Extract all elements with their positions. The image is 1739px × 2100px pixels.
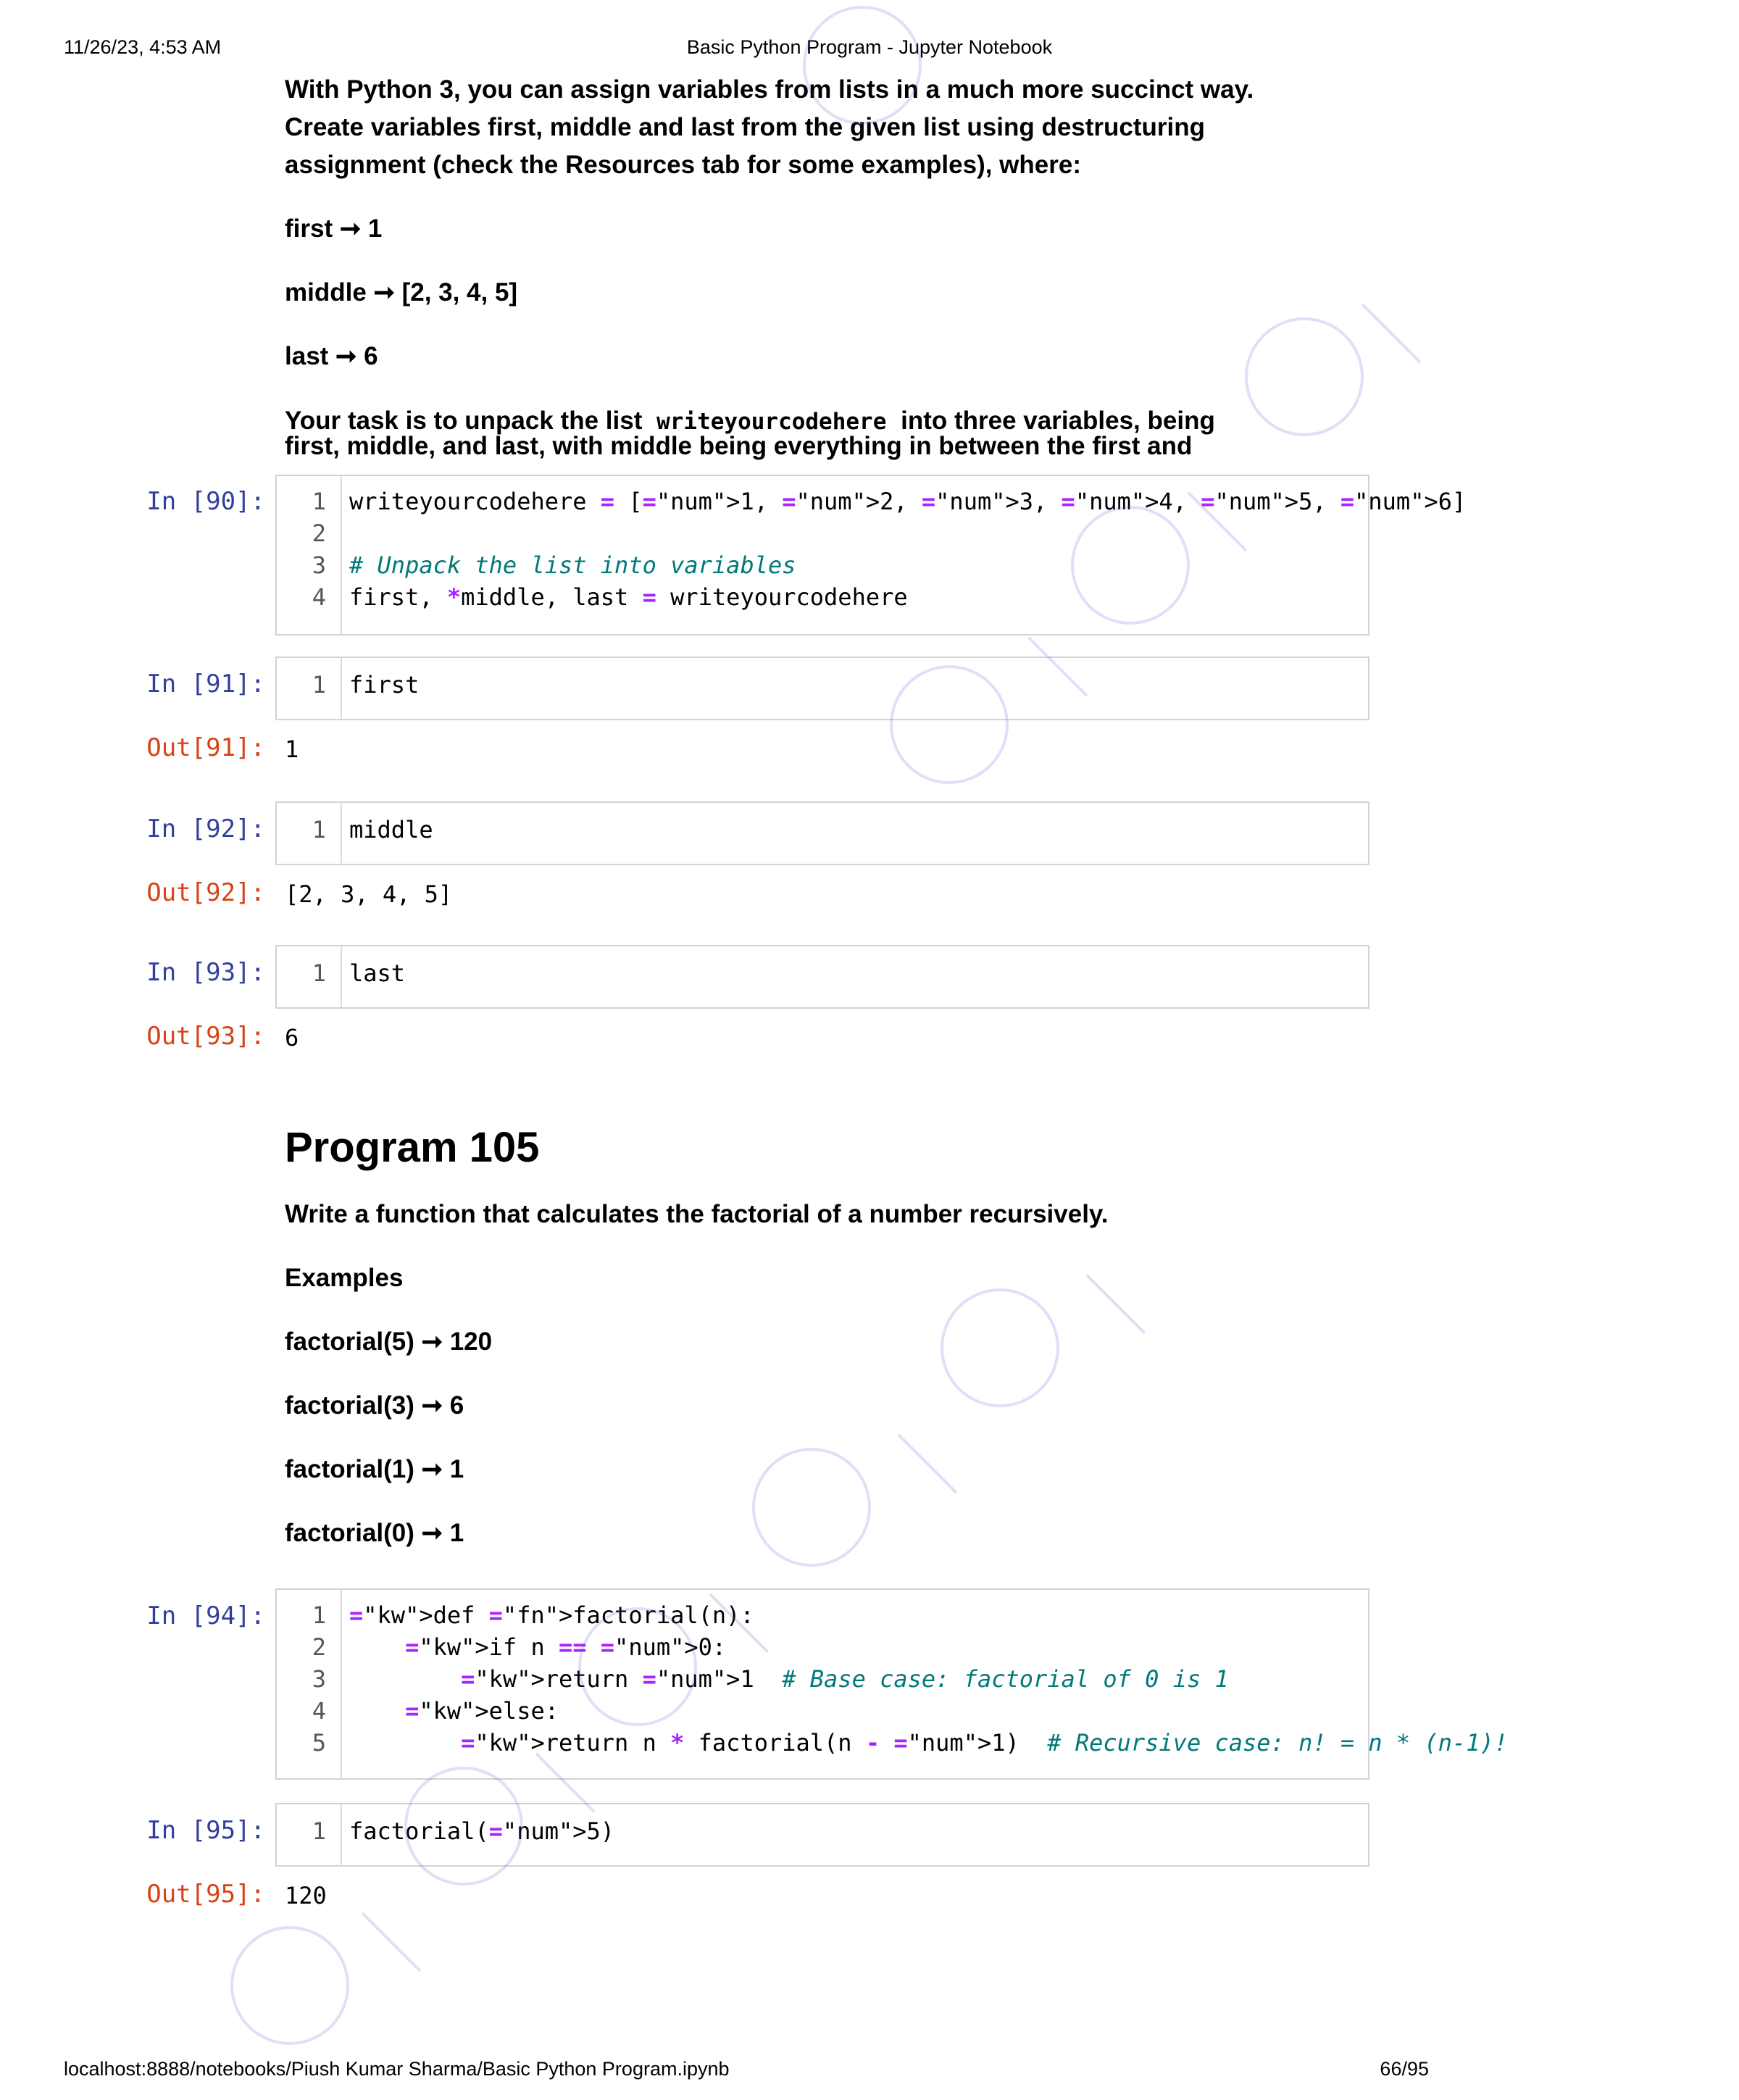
line-number: 2 — [312, 1633, 326, 1661]
code-line[interactable]: middle — [349, 816, 433, 843]
output-prompt: Out[91]: — [146, 733, 265, 762]
code-line[interactable]: ="kw">return n * factorial(n - ="num">1) # Recursive case: n! = n * (n-1)! — [461, 1729, 1509, 1757]
input-prompt: In [92]: — [146, 814, 265, 843]
md-task-text-2: into three variables, being — [901, 407, 1215, 435]
code-line[interactable]: # Unpack the list into variables — [349, 551, 796, 579]
output-prompt: Out[92]: — [146, 878, 265, 907]
line-number-gutter — [277, 803, 342, 864]
line-number: 1 — [312, 1601, 326, 1629]
input-prompt: In [93]: — [146, 958, 265, 987]
line-number-gutter — [277, 658, 342, 719]
output-prompt: Out[95]: — [146, 1880, 265, 1909]
code-cell[interactable] — [275, 1588, 1509, 1780]
md-task-clipped — [285, 432, 1299, 460]
line-number: 1 — [312, 671, 326, 699]
input-prompt: In [91]: — [146, 670, 265, 699]
line-number-gutter — [277, 1804, 342, 1865]
print-page-title: Basic Python Program - Jupyter Notebook — [686, 36, 1053, 58]
md-task-text: Your task is to unpack the list — [285, 407, 643, 435]
section-heading: Program 105 — [285, 1124, 540, 1171]
line-number: 2 — [312, 520, 326, 547]
line-number-gutter — [277, 946, 342, 1007]
code-line[interactable]: last — [349, 959, 406, 987]
md-example: factorial(0) ➞ 1 — [285, 1519, 464, 1547]
md-example: factorial(1) ➞ 1 — [285, 1455, 464, 1483]
code-cell[interactable] — [275, 657, 1369, 720]
code-line[interactable]: ="kw">else: — [405, 1697, 559, 1725]
line-number: 3 — [312, 1665, 326, 1693]
cell-output: 120 — [285, 1882, 327, 1909]
line-number: 1 — [312, 816, 326, 843]
code-line[interactable]: ="kw">return ="num">1 # Base case: factorial of 0 is 1 — [461, 1665, 1229, 1693]
line-number: 1 — [312, 1817, 326, 1845]
output-prompt: Out[93]: — [146, 1022, 265, 1051]
md-example: factorial(3) ➞ 6 — [285, 1391, 464, 1420]
print-page-number: 66/95 — [1380, 2058, 1429, 2080]
md-example-middle: middle ➞ [2, 3, 4, 5] — [285, 278, 518, 307]
line-number: 1 — [312, 959, 326, 987]
cell-output: 1 — [285, 736, 299, 763]
md-intro-line-1: With Python 3, you can assign variables from lists in a much more succinct way. — [285, 75, 1254, 104]
code-cell[interactable] — [275, 945, 1369, 1009]
code-cell[interactable] — [275, 1803, 1369, 1867]
md-description: Write a function that calculates the factorial of a number recursively. — [285, 1200, 1109, 1228]
md-task-cut-line: first, middle, and last, with middle being everything in between the first and — [285, 432, 1193, 460]
code-cell[interactable] — [275, 801, 1369, 865]
md-intro-line-2: Create variables first, middle and last from the given list using destructuring — [285, 113, 1206, 141]
line-number: 3 — [312, 551, 326, 579]
line-number: 5 — [312, 1729, 326, 1757]
input-prompt: In [90]: — [146, 487, 265, 516]
print-timestamp: 11/26/23, 4:53 AM — [64, 36, 222, 58]
input-prompt: In [95]: — [146, 1816, 265, 1845]
md-examples-heading: Examples — [285, 1264, 404, 1292]
md-example-last: last ➞ 6 — [285, 342, 378, 370]
cell-output: 6 — [285, 1024, 299, 1051]
line-number-gutter — [277, 476, 342, 634]
md-example: factorial(5) ➞ 120 — [285, 1328, 493, 1356]
code-cell[interactable] — [275, 475, 1467, 636]
line-number: 1 — [312, 488, 326, 515]
line-number: 4 — [312, 583, 326, 611]
md-example-first: first ➞ 1 — [285, 214, 383, 243]
code-line[interactable]: factorial(="num">5) — [349, 1817, 615, 1845]
code-line[interactable]: first — [349, 671, 420, 699]
md-task-code: writeyourcodehere — [656, 409, 887, 435]
code-line[interactable]: ="kw">def ="fn">factorial(n): — [349, 1601, 754, 1629]
code-line[interactable]: writeyourcodehere = [="num">1, ="num">2, ="num">3, ="num">4, ="num">5, ="num">6] — [349, 488, 1467, 515]
line-number-gutter — [277, 1590, 342, 1778]
cell-output: [2, 3, 4, 5] — [285, 880, 453, 908]
md-intro-line-3: assignment (check the Resources tab for some examples), where: — [285, 151, 1081, 179]
line-number: 4 — [312, 1697, 326, 1725]
code-line[interactable]: first, *middle, last = writeyourcodehere — [349, 583, 908, 611]
print-url: localhost:8888/notebooks/Piush Kumar Sharma/Basic Python Program.ipynb — [64, 2058, 730, 2080]
code-line[interactable]: ="kw">if n == ="num">0: — [405, 1633, 727, 1661]
input-prompt: In [94]: — [146, 1601, 265, 1630]
